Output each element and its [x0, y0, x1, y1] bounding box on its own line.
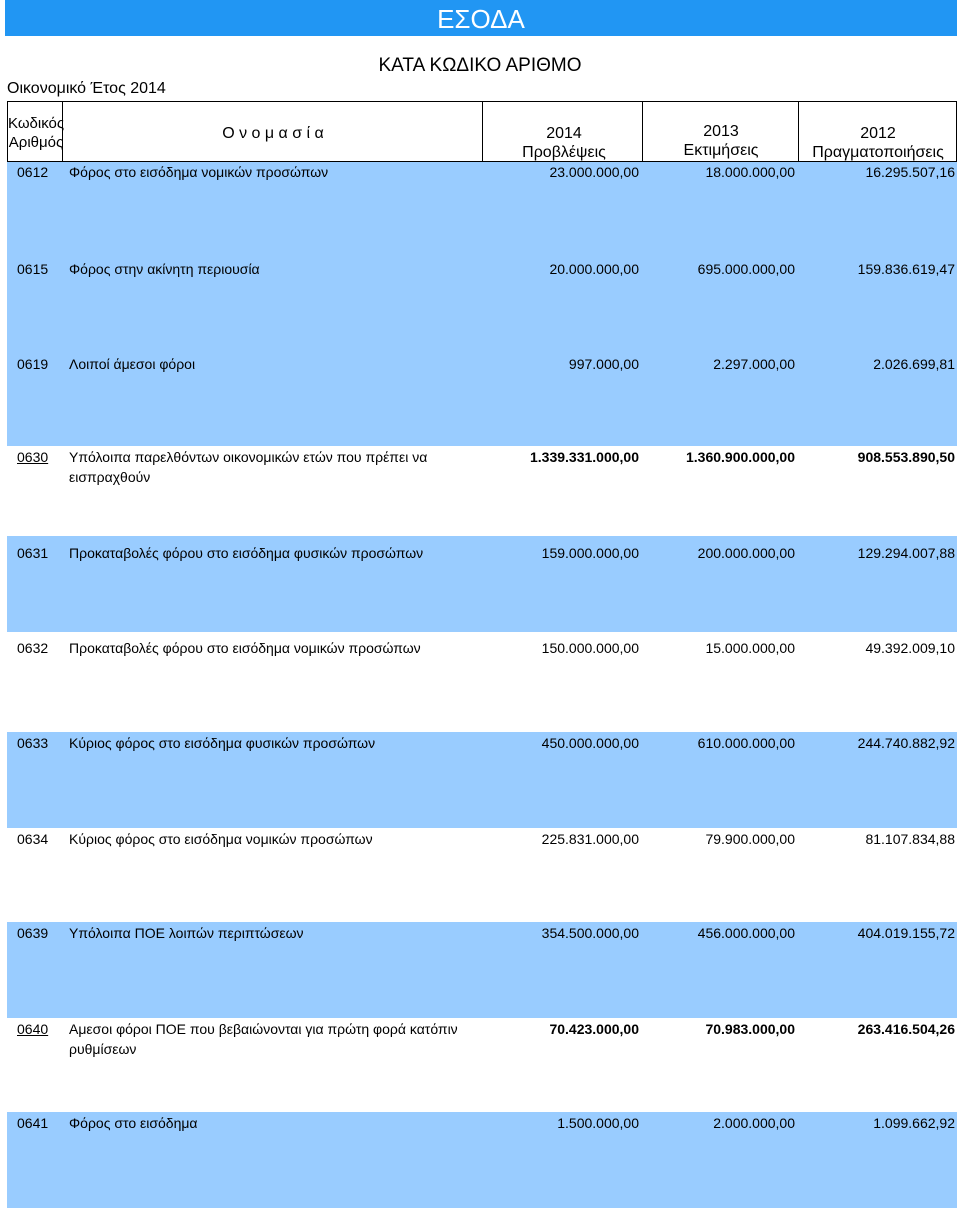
row-code: 0640 [17, 1021, 49, 1037]
row-value-2013: 200.000.000,00 [697, 545, 795, 561]
table-header [7, 101, 957, 162]
row-value-2012: 2.026.699,81 [873, 356, 955, 372]
row-name: Φόρος στο εισόδημα [69, 1115, 198, 1131]
row-value-2012: 81.107.834,88 [865, 831, 955, 847]
row-value-2014: 159.000.000,00 [541, 545, 639, 561]
row-code: 0612 [17, 164, 49, 180]
row-value-2014: 20.000.000,00 [549, 261, 639, 277]
row-value-2013: 70.983.000,00 [705, 1021, 795, 1037]
row-value-2012: 49.392.009,10 [865, 640, 955, 656]
row-name: Αμεσοι φόροι ΠΟΕ που βεβαιώνονται για πρώτη φορά κατόπιν ρυθμίσεων [69, 1021, 458, 1057]
header-code [8, 114, 64, 152]
row-code: 0631 [17, 545, 49, 561]
row-name: Προκαταβολές φόρου στο εισόδημα νομικών προσώπων [69, 640, 421, 656]
row-code: 0634 [17, 831, 49, 847]
row-value-2014: 225.831.000,00 [541, 831, 639, 847]
row-value-2012: 159.836.619,47 [857, 261, 955, 277]
header-name: Ο ν ο μ α σ ί α [222, 125, 324, 142]
fiscal-year: Οικονομικό Έτος 2014 [7, 80, 166, 97]
row-name: Κύριος φόρος στο εισόδημα φυσικών προσώπων [69, 735, 376, 751]
row-value-2014: 354.500.000,00 [541, 925, 639, 941]
row-name: Λοιποί άμεσοι φόροι [69, 356, 196, 372]
row-code: 0615 [17, 261, 49, 277]
header-2012-label: Πραγματοποιήσεις [812, 144, 944, 161]
row-value-2013: 695.000.000,00 [697, 261, 795, 277]
row-value-2012: 263.416.504,26 [857, 1021, 955, 1037]
row-name: Υπόλοιπα ΠΟΕ λοιπών περιπτώσεων [69, 925, 304, 941]
row-name: Προκαταβολές φόρου στο εισόδημα φυσικών προσώπων [69, 545, 424, 561]
header-2014-label: Προβλέψεις [522, 144, 606, 161]
header-code-line2: Αριθμός [8, 134, 64, 151]
header-code-line1: Κωδικός [8, 115, 65, 132]
row-value-2014: 150.000.000,00 [541, 640, 639, 656]
row-value-2014: 997.000,00 [568, 356, 639, 372]
page-subtitle: ΚΑΤΑ ΚΩΔΙΚΟ ΑΡΙΘΜΟ [378, 55, 582, 76]
row-value-2014: 1.500.000,00 [557, 1115, 639, 1131]
row-code: 0630 [17, 449, 49, 465]
row-value-2013: 2.297.000,00 [713, 356, 795, 372]
header-2014 [484, 124, 644, 162]
row-value-2013: 15.000.000,00 [705, 640, 795, 656]
row-value-2012: 244.740.882,92 [857, 735, 955, 751]
header-2013-year: 2013 [703, 123, 739, 140]
row-value-2013: 456.000.000,00 [697, 925, 795, 941]
header-2012 [800, 124, 956, 162]
header-2014-year: 2014 [546, 125, 582, 142]
row-code: 0633 [17, 735, 49, 751]
row-value-2012: 129.294.007,88 [857, 545, 955, 561]
row-value-2012: 908.553.890,50 [857, 449, 955, 465]
row-code: 0639 [17, 925, 49, 941]
row-value-2014: 23.000.000,00 [549, 164, 639, 180]
header-divider [798, 102, 799, 161]
row-value-2013: 18.000.000,00 [705, 164, 795, 180]
row-name: Φόρος στην ακίνητη περιουσία [69, 261, 260, 277]
row-code: 0641 [17, 1115, 49, 1131]
row-value-2013: 610.000.000,00 [697, 735, 795, 751]
header-2013 [644, 122, 798, 160]
row-value-2012: 404.019.155,72 [857, 925, 955, 941]
page-banner: ΕΣΟΔΑ [5, 0, 957, 36]
row-name: Υπόλοιπα παρελθόντων οικονομικών ετών που πρέπει να εισπραχθούν [69, 449, 428, 485]
row-name: Φόρος στο εισόδημα νομικών προσώπων [69, 164, 329, 180]
row-code: 0632 [17, 640, 49, 656]
row-value-2013: 2.000.000,00 [713, 1115, 795, 1131]
row-value-2013: 1.360.900.000,00 [686, 449, 795, 465]
row-value-2014: 450.000.000,00 [541, 735, 639, 751]
row-code: 0619 [17, 356, 49, 372]
row-value-2013: 79.900.000,00 [705, 831, 795, 847]
row-value-2014: 70.423.000,00 [549, 1021, 639, 1037]
row-name: Κύριος φόρος στο εισόδημα νομικών προσώπων [69, 831, 373, 847]
header-2013-label: Εκτιμήσεις [683, 142, 759, 159]
header-divider [482, 102, 483, 161]
row-value-2014: 1.339.331.000,00 [530, 449, 639, 465]
header-2012-year: 2012 [860, 125, 896, 142]
row-value-2012: 16.295.507,16 [865, 164, 955, 180]
row-value-2012: 1.099.662,92 [873, 1115, 955, 1131]
